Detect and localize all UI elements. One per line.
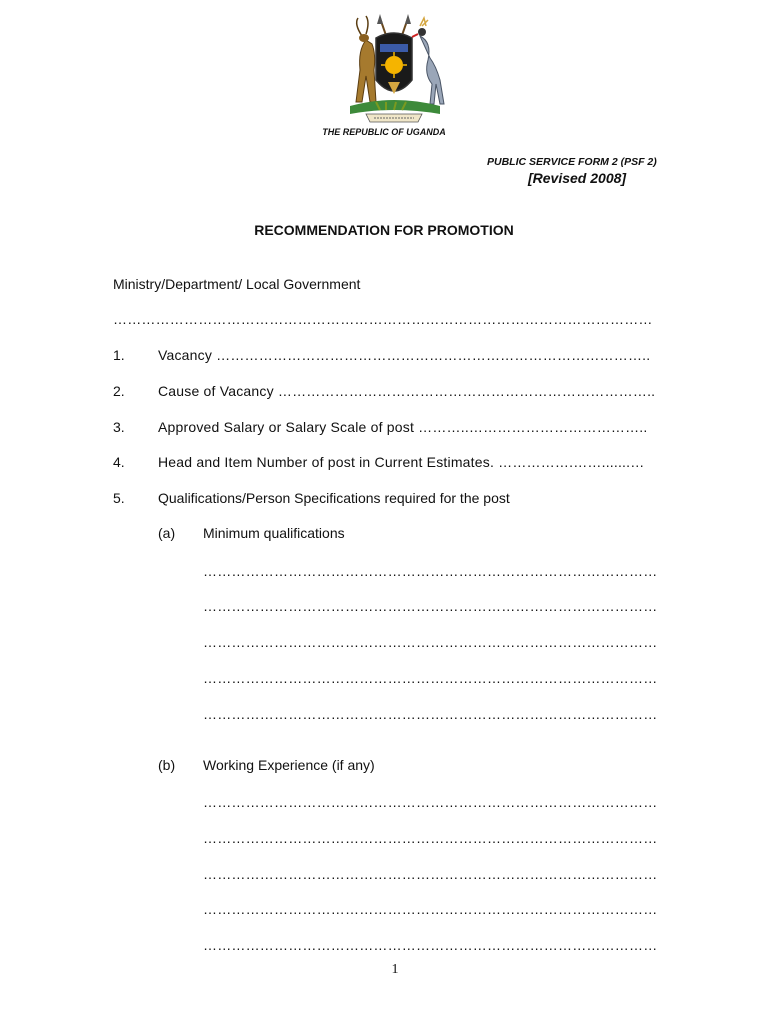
fill-line[interactable]: …………………………………………………………………………………… bbox=[203, 706, 658, 722]
fill-line[interactable]: …………………………………………………………………………………… bbox=[203, 937, 658, 953]
fill-line[interactable]: …………………………………………………………………………………… bbox=[203, 670, 658, 686]
fill-line[interactable]: …………………………………………………………………………………… bbox=[203, 866, 658, 882]
document-title: RECOMMENDATION FOR PROMOTION bbox=[254, 222, 514, 238]
item-vacancy[interactable]: Vacancy ……………………………………………………………………………….. bbox=[158, 347, 651, 363]
subitem-minimum-qualifications: Minimum qualifications bbox=[203, 525, 345, 541]
subitem-working-experience: Working Experience (if any) bbox=[203, 757, 375, 773]
item-qualifications-heading: Qualifications/Person Specifications required for the post bbox=[158, 490, 510, 506]
item-number: 3. bbox=[113, 419, 125, 435]
fill-line[interactable]: …………………………………………………………………………………… bbox=[203, 830, 658, 846]
item-cause-of-vacancy[interactable]: Cause of Vacancy …………………………………………………………………….. bbox=[158, 383, 656, 399]
fill-line[interactable]: …………………………………………………………………………………… bbox=[203, 598, 658, 614]
item-approved-salary[interactable]: Approved Salary or Salary Scale of post ………..……………………………….. bbox=[158, 419, 648, 435]
fill-line[interactable]: …………………………………………………………………………………… bbox=[203, 563, 658, 579]
subitem-label: (b) bbox=[158, 757, 176, 773]
fill-line[interactable]: …………………………………………………………………………………… bbox=[203, 794, 658, 810]
item-number: 1. bbox=[113, 347, 125, 363]
republic-caption: THE REPUBLIC OF UGANDA bbox=[322, 127, 446, 137]
form-title: PUBLIC SERVICE FORM 2 (PSF 2) bbox=[487, 156, 657, 168]
coat-of-arms-emblem bbox=[336, 10, 452, 128]
item-head-and-item-number[interactable]: Head and Item Number of post in Current Estimates. …………….…….......… bbox=[158, 454, 645, 470]
subitem-label: (a) bbox=[158, 525, 176, 541]
revised-date: [Revised 2008] bbox=[528, 170, 627, 186]
ministry-fill-line[interactable]: …………………………………………………………………………………………………… bbox=[113, 311, 653, 327]
item-number: 2. bbox=[113, 383, 125, 399]
item-number: 5. bbox=[113, 490, 125, 506]
page-number: 1 bbox=[391, 962, 399, 977]
fill-line[interactable]: …………………………………………………………………………………… bbox=[203, 634, 658, 650]
ministry-label: Ministry/Department/ Local Government bbox=[113, 276, 361, 292]
fill-line[interactable]: …………………………………………………………………………………… bbox=[203, 901, 658, 917]
item-number: 4. bbox=[113, 454, 125, 470]
